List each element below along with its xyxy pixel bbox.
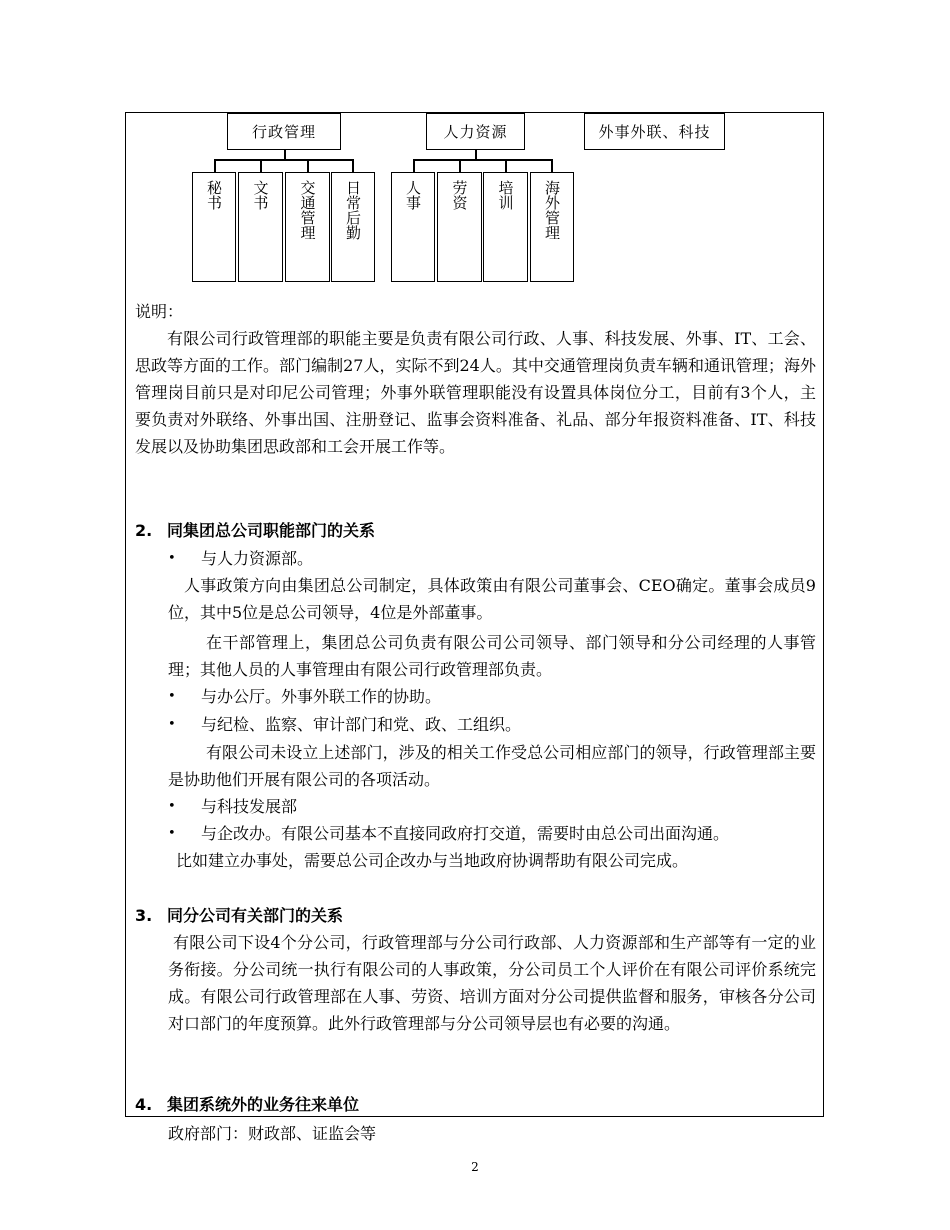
org-child-documents: 文书 bbox=[238, 172, 283, 282]
section2-para2: 在干部管理上，集团总公司负责有限公司公司领导、部门领导和分公司经理的人事管理；其他人员的人事管理由有限公司行政管理部负责。 bbox=[168, 633, 816, 679]
section3-para: 有限公司下设4个分公司，行政管理部与分公司行政部、人力资源部和生产部等有一定的业务衔接。分公司统一执行有限公司的人事政策，分公司员工个人评价在有限公司评价系统完成。有限公司行政管理部在人事、劳资、培训方面对分公司提供监督和服务，审核各分公司对口部门的年度预算。此外行政管理部与分公司领导层也有必要的沟通。 bbox=[168, 933, 816, 1033]
section4-number: 4. bbox=[135, 1095, 153, 1114]
connector-line bbox=[551, 159, 553, 172]
section4-title: 集团系统外的业务往来单位 bbox=[167, 1095, 360, 1114]
org-child-personnel: 人事 bbox=[391, 172, 435, 282]
org-child-logistics: 日常后勤 bbox=[331, 172, 375, 282]
page-number: 2 bbox=[471, 1160, 479, 1174]
section4-para: 政府部门：财政部、证监会等 bbox=[168, 1124, 377, 1143]
org-child-transport: 交通管理 bbox=[285, 172, 330, 282]
org-box-hr: 人力资源 bbox=[426, 113, 525, 150]
section3-title: 同分公司有关部门的关系 bbox=[167, 906, 344, 925]
section3-number: 3. bbox=[135, 906, 153, 925]
org-box-foreign-tech: 外事外联、科技 bbox=[584, 113, 725, 150]
explanation-body: 有限公司行政管理部的职能主要是负责有限公司行政、人事、科技发展、外事、IT、工会、思政等方面的工作。部门编制27人，实际不到24人。其中交通管理岗负责车辆和通讯管理；海外管理岗目前只是对印尼公司管理；外事外联管理职能没有设置具体岗位分工，目前有3个人，主要负责对外联络、外事出国、注册登记、监事会资料准备、礼品、部分年报资料准备、IT、科技发展以及协助集团思政部和工会开展工作等。 bbox=[135, 329, 816, 456]
connector-line bbox=[505, 159, 507, 172]
section2-number: 2. bbox=[135, 521, 153, 540]
section2-para1: 人事政策方向由集团总公司制定，具体政策由有限公司董事会、CEO确定。董事会成员9位，其中5位是总公司领导，4位是外部董事。 bbox=[168, 576, 816, 622]
connector-line bbox=[214, 159, 216, 172]
connector-line bbox=[214, 159, 353, 161]
org-child-secretary: 秘书 bbox=[192, 172, 236, 282]
explanation-title: 说明： bbox=[135, 302, 184, 321]
connector-line bbox=[307, 159, 309, 172]
section2-title: 同集团总公司职能部门的关系 bbox=[167, 521, 376, 540]
connector-line bbox=[413, 159, 415, 172]
org-child-training: 培训 bbox=[483, 172, 528, 282]
section2-para3: 有限公司未设立上述部门，涉及的相关工作受总公司相应部门的领导，行政管理部主要是协助他们开展有限公司的各项活动。 bbox=[168, 743, 816, 789]
org-box-admin: 行政管理 bbox=[227, 113, 341, 150]
connector-line bbox=[260, 159, 262, 172]
section2-para4: 比如建立办事处，需要总公司企改办与当地政府协调帮助有限公司完成。 bbox=[176, 851, 689, 870]
connector-line bbox=[413, 159, 552, 161]
connector-line bbox=[352, 159, 354, 172]
org-child-labor: 劳资 bbox=[437, 172, 482, 282]
connector-line bbox=[459, 159, 461, 172]
org-child-overseas: 海外管理 bbox=[530, 172, 574, 282]
